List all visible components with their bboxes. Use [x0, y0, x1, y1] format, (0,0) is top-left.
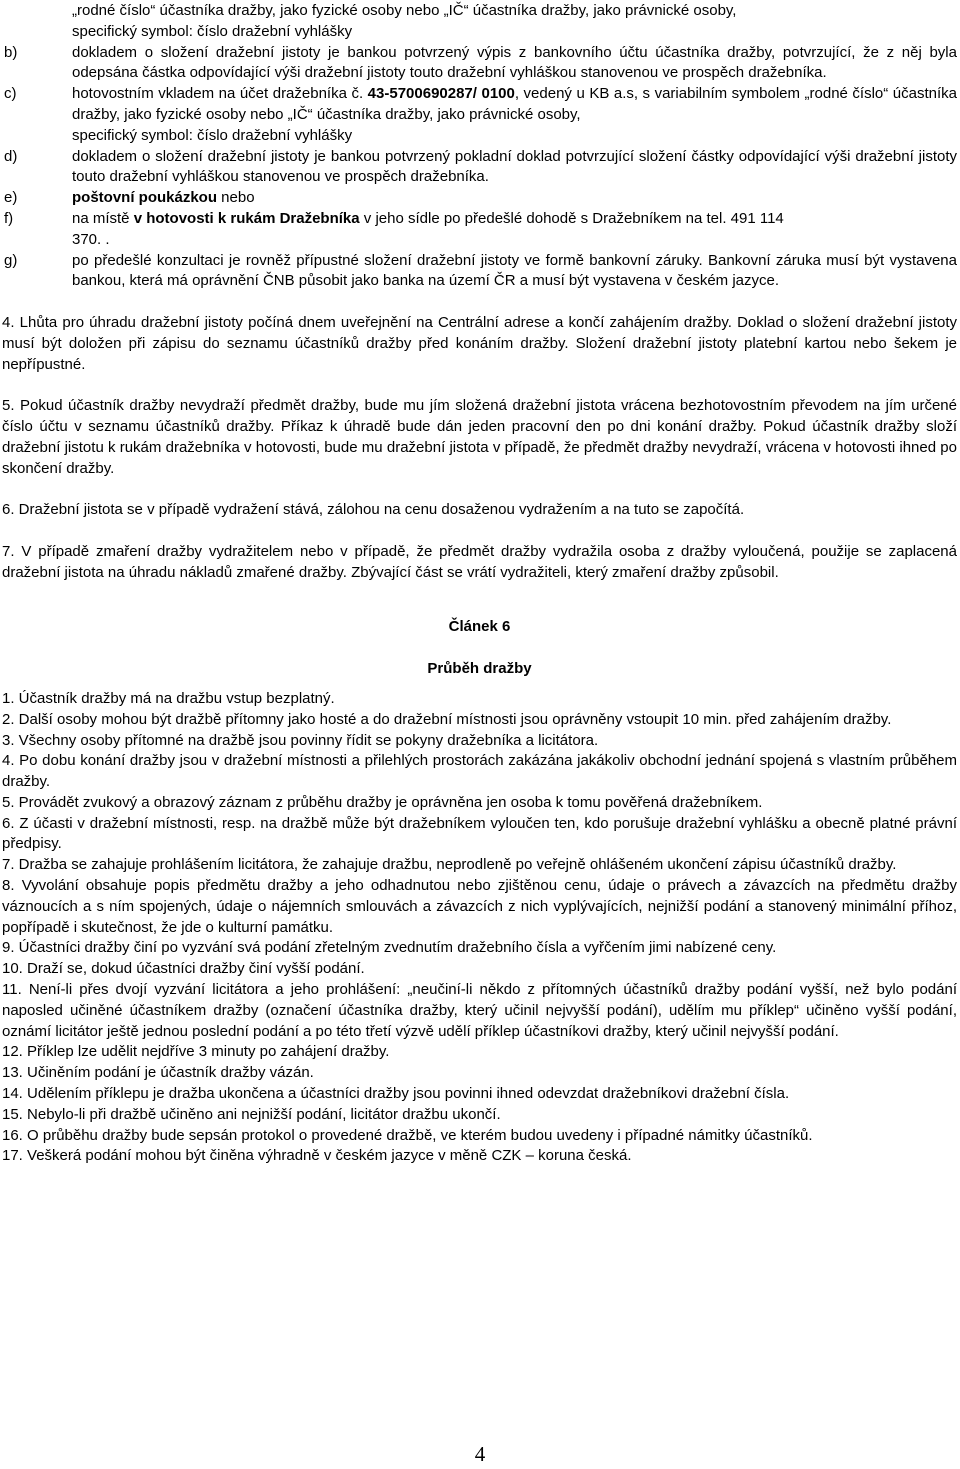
rule-10: 10. Draží se, dokud účastníci dražby činí vyšší podání.	[2, 960, 365, 978]
list-item-text-part: v jeho sídle po předešlé dohodě s Dražebníkem na tel. 491 114	[359, 209, 784, 227]
list-item-text: dokladem o složení dražební jistoty je bankou potvrzený pokladní doklad potvrzující složení částky odpovídající výši dražební jistoty touto dražební vyhláškou stanovenou ve prospěch dražebníka.	[72, 147, 957, 186]
list-item-e	[2, 188, 957, 209]
list-item-text	[72, 209, 957, 230]
list-label: d)	[4, 147, 18, 165]
list-item-text-part: na místě	[72, 209, 134, 227]
list-item-bold-text: v hotovosti k rukám Dražebníka	[133, 209, 360, 227]
list-item-text: nebo	[217, 189, 255, 207]
list-item-c	[2, 84, 957, 146]
list-item-bold-text: poštovní poukázkou	[72, 189, 218, 207]
rule-6: 6. Z účasti v dražební místnosti, resp. na dražbě může být dražebníkem vyloučen ten, kdo porušuje dražební vyhlášku a obecně platné právní předpisy.	[2, 814, 957, 853]
list-item-text-part: hotovostním vkladem na účet dražebníka č.	[72, 85, 368, 103]
bank-account-number: 43-5700690287/ 0100	[367, 85, 515, 103]
document-page	[2, 1, 957, 1167]
list-item-f	[2, 209, 957, 251]
list-item-g	[2, 251, 957, 293]
rule-17: 17. Veškerá podání mohou být činěna výhradně v českém jazyce v měně CZK – koruna česká.	[2, 1147, 632, 1165]
paragraph-4: 4. Lhůta pro úhradu dražební jistoty počíná dnem uveřejnění na Centrální adrese a končí zahájením dražby. Doklad o složení dražební jistoty musí být doložen při zápisu do seznamu účastníků dražby před konáním dražby. Složení dražební jistoty platební kartou nebo šekem je nepřípustné.	[2, 313, 957, 373]
list-label: e)	[4, 189, 18, 207]
list-item-text	[72, 84, 957, 126]
paragraph-6: 6. Dražební jistota se v případě vydražení stává, zálohou na cenu dosaženou vydražením a na tuto se započítá.	[2, 501, 745, 519]
rule-8: 8. Vyvolání obsahuje popis předmětu dražby a jeho odhadnutou nebo zjištěnou cenu, údaje o právech a závazcích na předmětu dražby váznoucích a s ním spojených, údaje o nájemních smlouvách a závazcích z nich vyplývajících, nejnižší podání a stanovený minimální příhoz, popřípadě i skutečnost, že jde o kulturní památku.	[2, 877, 957, 936]
rule-9: 9. Účastníci dražby činí po vyzvání svá podání zřetelným zvednutím dražebního čísla a vyřčením jimi nabízené ceny.	[2, 939, 777, 957]
rule-4: 4. Po dobu konání dražby jsou v dražební místnosti a přilehlých prostorách zakázána jakákoliv obchodní jednání spojená s vlastním průběhem dražby.	[2, 752, 957, 791]
rule-12: 12. Příklep lze udělit nejdříve 3 minuty po zahájení dražby.	[2, 1043, 390, 1061]
rule-11: 11. Není-li přes dvojí vyzvání licitátora a jeho prohlášení: „neučiní-li někdo z přítomných účastníků dražby podání vyšší, než bylo podání naposled učiněné účastníkem dražby (označení účastníka dražby, který učinil nejvyšší podání), udělím mu příklep“ učiněno vyšší podání, oznámí licitátor ještě jednou poslední podání a po této třetí výzvě udělí příklep účastníkovi dražby, který učinil nejvyšší podání.	[2, 981, 957, 1040]
rule-13: 13. Učiněním podání je účastník dražby vázán.	[2, 1064, 314, 1082]
rule-16: 16. O průběhu dražby bude sepsán protokol o provedené dražbě, ve kterém budou uvedeny i případné námitky účastníků.	[2, 1126, 813, 1144]
list-item-text: dokladem o složení dražební jistoty je bankou potvrzený výpis z bankovního účtu účastníka dražby, potvrzující, že z něj byla odepsána částka odpovídající výši dražební jistoty touto dražební vyhláškou stanovenou ve prospěch dražebníka.	[72, 43, 957, 82]
list-item-text: „rodné číslo“ účastníka dražby, jako fyzické osoby nebo „IČ“ účastníka dražby, jako právnické osoby,	[72, 2, 737, 19]
article-title: Průběh dražby	[427, 660, 532, 678]
page-number: 4	[474, 1442, 486, 1466]
list-label: f)	[4, 209, 14, 227]
rule-3: 3. Všechny osoby přítomné na dražbě jsou povinny řídit se pokyny dražebníka a licitátora.	[2, 731, 599, 749]
rule-15: 15. Nebylo-li při dražbě učiněno ani nejnižší podání, licitátor dražbu ukončí.	[2, 1105, 501, 1123]
list-item-text-part: , vedený u KB a.s, s variabilním symbolem „rodné číslo“ účastníka dražby, jako fyzické osoby nebo „IČ“ účastníka dražby, jako právnické osoby,	[72, 85, 957, 123]
list-item-text: 370. .	[72, 230, 110, 248]
rule-14: 14. Udělením příklepu je dražba ukončena a účastníci dražby jsou povinni ihned odevzdat dražebníkovi dražební čísla.	[2, 1085, 790, 1103]
list-item-text: po předešlé konzultaci je rovněž přípustné složení dražební jistoty ve formě bankovní záruky. Bankovní záruka musí být vystavena bankou, která má oprávnění ČNB působit jako banka na území ČR a musí být vystavena v českém jazyce.	[72, 251, 957, 290]
list-item-b	[2, 43, 957, 85]
rule-1: 1. Účastník dražby má na dražbu vstup bezplatný.	[2, 689, 335, 707]
list-label: c)	[4, 85, 17, 103]
rule-7: 7. Dražba se zahajuje prohlášením licitátora, že zahajuje dražbu, neprodleně po veřejně ohlášeném ukončení zápisu účastníků dražby.	[2, 856, 897, 874]
list-item-d	[2, 147, 957, 189]
article-number: Článek 6	[448, 618, 511, 636]
list-item-text: specifický symbol: číslo dražební vyhlášky	[72, 126, 353, 144]
list-label: g)	[4, 251, 18, 269]
rule-5: 5. Provádět zvukový a obrazový záznam z průběhu dražby je oprávněna jen osoba k tomu pověřená dražebníkem.	[2, 793, 763, 811]
list-item-text: specifický symbol: číslo dražební vyhlášky	[72, 22, 353, 40]
list-item-a-continuation	[2, 1, 957, 43]
paragraph-7: 7. V případě zmaření dražby vydražitelem nebo v případě, že předmět dražby vydražila osoba z dražby vyloučená, použije se zaplacená dražební jistota na úhradu nákladů zmařené dražby. Zbývající část se vrátí vydražiteli, který zmaření dražby způsobil.	[2, 542, 957, 581]
paragraph-5: 5. Pokud účastník dražby nevydraží předmět dražby, bude mu jím složená dražební jistota vrácena bezhotovostním převodem na jím určené číslo účtu v seznamu účastníků dražby. Příkaz k úhradě bude dán jeden pracovní den po dni konání dražby. Pokud účastník dražby složí dražební jistotu k rukám dražebníka v hotovosti, bude mu dražební jistota v případě, že předmět dražby nevydraží, vrácena v hotovosti ihned po skončení dražby.	[2, 397, 957, 477]
rule-2: 2. Další osoby mohou být dražbě přítomny jako hosté a do dražební místnosti jsou oprávněny vstoupit 10 min. před zahájením dražby.	[2, 710, 892, 728]
list-label: b)	[4, 43, 18, 61]
